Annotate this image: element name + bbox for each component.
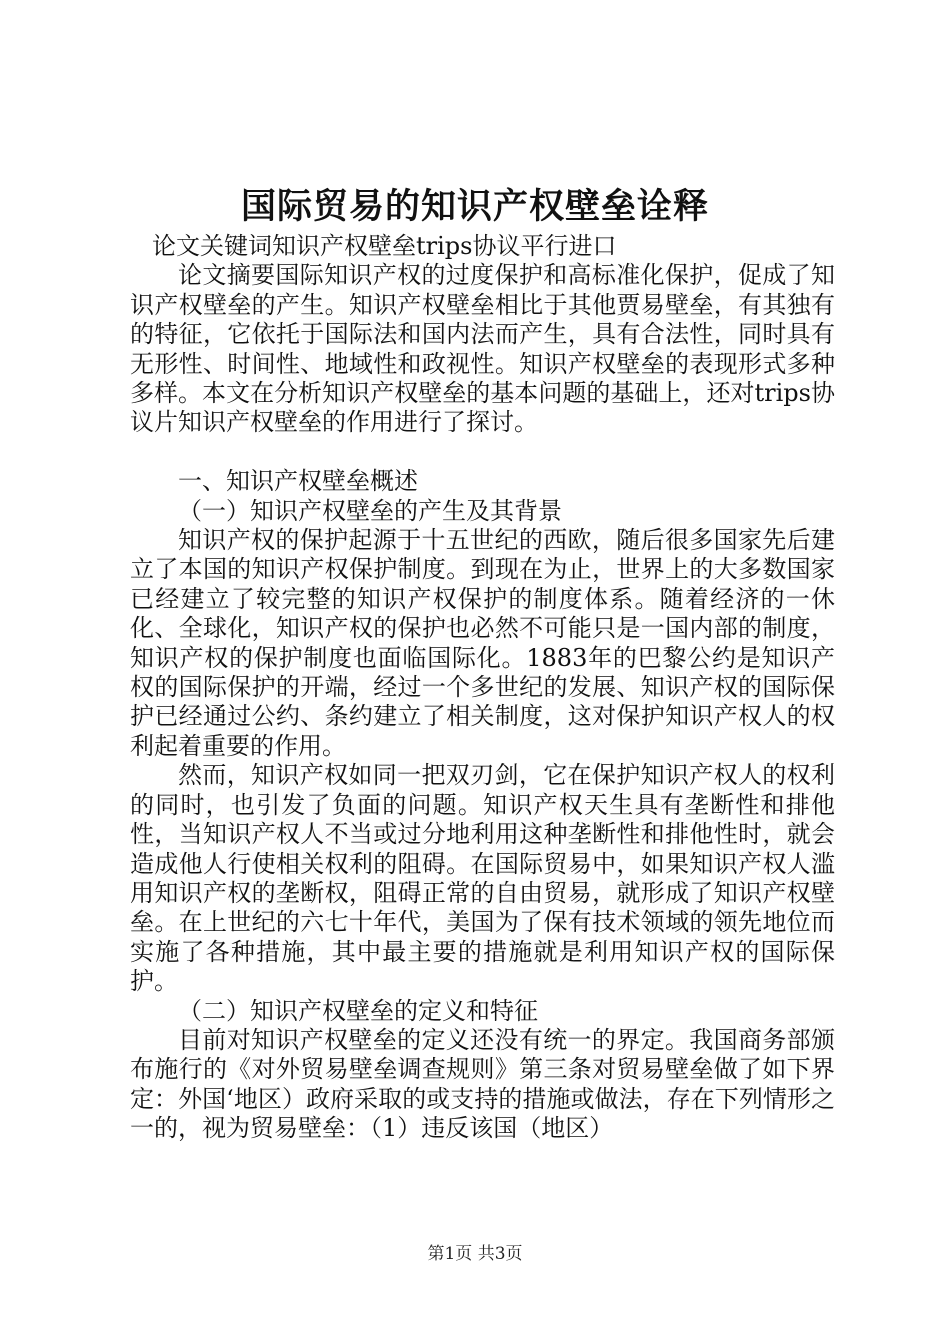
subsection-heading-2: （二）知识产权壁垒的定义和特征 bbox=[178, 996, 538, 1025]
subsection-heading-1: （一）知识产权壁垒的产生及其背景 bbox=[178, 496, 562, 525]
document-title: 国际贸易的知识产权壁垒诠释 bbox=[240, 186, 709, 227]
section-heading: 一、知识产权壁垒概述 bbox=[178, 467, 418, 496]
document-body bbox=[130, 232, 835, 1144]
body-paragraph-3: 目前对知识产权壁垒的定义还没有统一的界定。我国商务部颁布施行的《对外贸易壁垒调查规则》第三条对贸易壁垒做了如下界定：外国‘地区）政府采取的或支持的措施或做法，存在下列情形之一的，视为贸易壁垒：（1）违反该国（地区） bbox=[130, 1025, 835, 1143]
abstract-paragraph: 论文摘要国际知识产权的过度保护和高标准化保护，促成了知识产权壁垒的产生。知识产权壁垒相比于其他贾易壁垒，有其独有的特征，它依托于国际法和国内法而产生，具有合法性，同时具有无形性、时间性、地域性和政视性。知识产权壁垒的表现形式多种多样。本文在分析知识产权壁垒的基本问题的基础上，还对trips协议片知识产权壁垒的作用进行了探讨。 bbox=[130, 261, 835, 437]
body-paragraph-1: 知识产权的保护起源于十五世纪的西欧，随后很多国家先后建立了本国的知识产权保护制度。到现在为止，世界上的大多数国家已经建立了较完整的知识产权保护的制度体系。随着经济的一休化、全球化，知识产权的保护也必然不可能只是一国内部的制度，知识产权的保护制度也面临国际化。1883年的巴黎公约是知识产权的国际保护的开端，经过一个多世纪的发展、知识产权的国际保护已经通过公约、条约建立了相关制度，这对保护知识产权人的权利起着重要的作用。 bbox=[130, 526, 835, 760]
body-paragraph-2: 然而，知识产权如同一把双刃剑，它在保护知识产权人的权利的同时，也引发了负面的问题。知识产权天生具有垄断性和排他性，当知识产权人不当或过分地利用这种垄断性和排他性时，就会造成他人行使相关权利的阻碍。在国际贸易中，如果知识产权人滥用知识产权的垄断权，阻碍正常的自由贸易，就形成了知识产权壁垒。在上世纪的六七十年代，美国为了保有技术领域的领先地位而实施了各种措施，其中最主要的措施就是利用知识产权的国际保护。 bbox=[130, 761, 835, 996]
keywords-paragraph: 论文关键词知识产权壁垒trips协议平行进口 bbox=[152, 232, 617, 260]
paragraph-gap bbox=[130, 438, 835, 467]
page-number-footer: 第1页 共3页 bbox=[427, 1244, 523, 1264]
